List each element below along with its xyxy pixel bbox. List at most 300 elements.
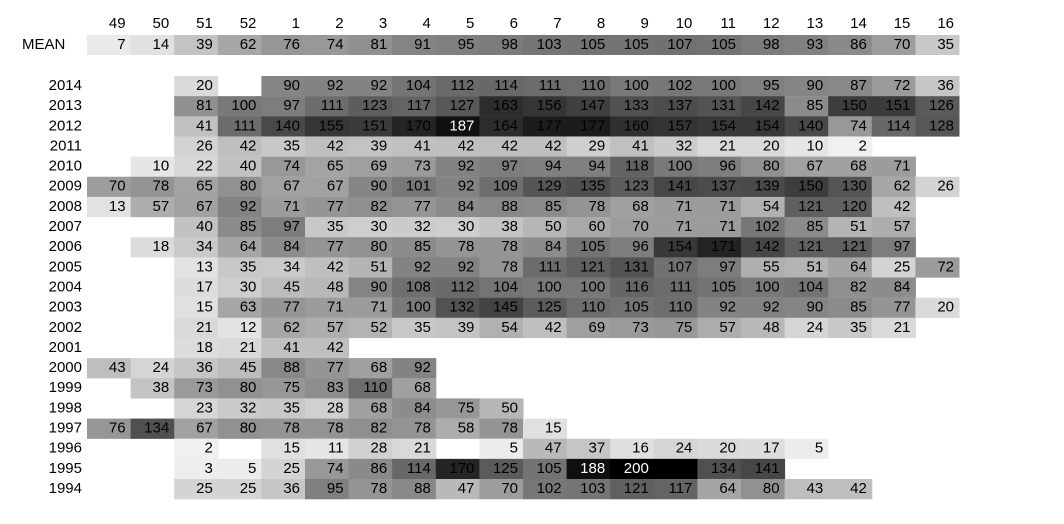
cell-value: 103 <box>580 479 606 497</box>
cell-value: 105 <box>710 278 736 296</box>
cell-value: 67 <box>283 177 300 195</box>
cell-value: 102 <box>536 479 562 497</box>
year-row-label: 2012 <box>48 117 82 135</box>
cell-value: 71 <box>326 298 344 316</box>
cell-value: 97 <box>501 157 518 175</box>
cell-value: 68 <box>414 379 431 397</box>
column-header: 50 <box>152 14 170 32</box>
cell-value: 87 <box>850 76 867 94</box>
cell-value: 163 <box>492 97 518 115</box>
cell-value: 92 <box>239 197 257 215</box>
cell-value: 88 <box>501 197 518 215</box>
cell-value: 2 <box>204 439 213 457</box>
cell-value: 26 <box>937 177 954 195</box>
cell-value: 25 <box>283 459 300 477</box>
cell-value: 62 <box>283 318 300 336</box>
cell-value: 75 <box>283 379 300 397</box>
cell-value: 78 <box>370 479 388 497</box>
cell-value: 95 <box>457 35 475 53</box>
cell-value: 125 <box>536 298 562 316</box>
cell-value: 97 <box>893 238 911 256</box>
cell-value: 25 <box>239 479 257 497</box>
cell-value: 64 <box>719 479 736 497</box>
cell-value: 43 <box>806 479 824 497</box>
year-row-label: 1998 <box>48 399 82 417</box>
cell-value: 70 <box>632 218 649 236</box>
cell-value: 36 <box>196 359 213 377</box>
cell-value: 90 <box>283 76 300 94</box>
cell-value: 141 <box>754 459 780 477</box>
cell-value: 151 <box>885 97 911 115</box>
year-row-label: 2003 <box>48 298 82 316</box>
cell-value: 104 <box>798 278 824 296</box>
cell-value: 105 <box>623 35 649 53</box>
cell-value: 70 <box>108 177 126 195</box>
cell-value: 20 <box>196 76 213 94</box>
year-row-label: 1996 <box>48 439 82 457</box>
cell-value: 42 <box>893 197 911 215</box>
cell-value: 17 <box>762 439 780 457</box>
cell-value: 65 <box>196 177 213 195</box>
year-row-label: 2000 <box>48 359 82 377</box>
cell-value: 85 <box>544 197 562 215</box>
year-row-label: 2013 <box>48 97 82 115</box>
cell-value: 91 <box>414 35 431 53</box>
year-row-label: 2007 <box>48 218 82 236</box>
cell-value: 110 <box>668 298 693 316</box>
year-row-label: 2002 <box>48 318 82 336</box>
cell-value: 111 <box>669 278 693 296</box>
cell-value: 137 <box>667 97 693 115</box>
cell-value: 71 <box>719 197 736 215</box>
cell-value: 188 <box>580 459 606 477</box>
cell-value: 77 <box>326 359 344 377</box>
cell-value: 20 <box>762 137 780 155</box>
cell-value: 177 <box>580 117 606 135</box>
cell-value: 32 <box>675 137 693 155</box>
cell-value: 85 <box>806 218 824 236</box>
cell-value: 155 <box>318 117 344 135</box>
cell-value: 142 <box>754 97 780 115</box>
cell-value: 112 <box>450 76 475 94</box>
cell-value: 132 <box>449 298 475 316</box>
cell-value: 32 <box>239 399 257 417</box>
cell-value: 133 <box>623 97 649 115</box>
cell-value: 134 <box>144 419 170 437</box>
cell-value: 88 <box>414 479 431 497</box>
cell-value: 5 <box>248 459 257 477</box>
cell-value: 116 <box>624 278 649 296</box>
column-header: 4 <box>422 14 431 32</box>
column-header: 14 <box>850 14 867 32</box>
cell-value: 142 <box>754 238 780 256</box>
cell-value: 81 <box>370 35 388 53</box>
cell-value: 42 <box>544 137 562 155</box>
cell-value: 118 <box>624 157 649 175</box>
cell-value: 70 <box>501 479 518 497</box>
cell-value: 21 <box>414 439 431 457</box>
cell-value: 34 <box>196 238 213 256</box>
cell-value: 51 <box>806 258 824 276</box>
cell-value: 92 <box>414 258 431 276</box>
cell-value: 68 <box>850 157 867 175</box>
cell-value: 80 <box>239 419 257 437</box>
cell-value: 84 <box>283 238 300 256</box>
cell-value: 24 <box>675 439 693 457</box>
cell-value: 187 <box>449 117 475 135</box>
cell-value: 100 <box>580 278 606 296</box>
cell-value: 45 <box>239 359 257 377</box>
cell-value: 90 <box>806 298 824 316</box>
cell-value: 86 <box>850 35 867 53</box>
cell-value: 92 <box>762 298 780 316</box>
cell-value: 105 <box>580 35 606 53</box>
cell-value: 42 <box>326 338 344 356</box>
cell-value: 114 <box>494 76 518 94</box>
cell-value: 81 <box>196 97 213 115</box>
cell-value: 109 <box>492 177 518 195</box>
cell-value: 16 <box>632 439 649 457</box>
cell-value: 43 <box>108 359 126 377</box>
cell-value: 78 <box>588 197 606 215</box>
cell-value: 24 <box>806 318 824 336</box>
cell-value: 100 <box>231 97 257 115</box>
cell-value: 83 <box>326 379 344 397</box>
cell-value: 68 <box>632 197 649 215</box>
cell-value: 131 <box>710 97 736 115</box>
cell-value: 78 <box>152 177 170 195</box>
cell-value: 100 <box>754 278 780 296</box>
cell-value: 3 <box>204 459 213 477</box>
column-header: 10 <box>675 14 693 32</box>
cell-value: 18 <box>196 338 213 356</box>
cell-value: 84 <box>893 278 911 296</box>
cell-value: 154 <box>667 238 693 256</box>
column-header: 1 <box>291 14 300 32</box>
cell-value: 58 <box>457 419 475 437</box>
year-row-label: 1999 <box>48 379 82 397</box>
cell-value: 154 <box>710 117 736 135</box>
column-header: 15 <box>893 14 911 32</box>
cell-value: 134 <box>710 459 736 477</box>
cell-value: 71 <box>675 197 693 215</box>
cell-value: 40 <box>196 218 213 236</box>
cell-value: 74 <box>283 157 300 175</box>
cell-value: 92 <box>457 157 475 175</box>
cell-value: 171 <box>710 238 736 256</box>
mean-row-label: MEAN <box>22 35 66 53</box>
cell-value: 47 <box>544 439 562 457</box>
cell-value: 13 <box>196 258 213 276</box>
cell-value: 77 <box>414 197 431 215</box>
cell-value: 67 <box>806 157 824 175</box>
cell-value: 5 <box>814 439 824 457</box>
cell-value: 98 <box>501 35 518 53</box>
year-row-label: 2009 <box>48 177 82 195</box>
cell-value: 51 <box>370 258 388 276</box>
cell-value: 90 <box>370 177 388 195</box>
cell-value: 130 <box>841 177 867 195</box>
cell-value: 62 <box>239 35 257 53</box>
cell-value: 35 <box>326 218 344 236</box>
cell-value: 104 <box>405 76 431 94</box>
cell-value: 156 <box>536 97 562 115</box>
cell-value: 96 <box>719 157 736 175</box>
cell-value: 76 <box>283 35 300 53</box>
cell-value: 78 <box>501 419 518 437</box>
cell-value: 78 <box>414 419 431 437</box>
cell-value: 50 <box>544 218 562 236</box>
cell-value: 29 <box>588 137 606 155</box>
cell-value: 57 <box>326 318 344 336</box>
cell-value: 35 <box>239 258 257 276</box>
column-header: 16 <box>937 14 954 32</box>
cell-value: 14 <box>152 35 170 53</box>
cell-value: 39 <box>457 318 475 336</box>
cell-value: 34 <box>283 258 300 276</box>
cell-value: 95 <box>326 479 344 497</box>
column-header: 11 <box>720 14 736 32</box>
cell-value: 52 <box>370 318 388 336</box>
cell-value: 135 <box>580 177 606 195</box>
cell-value: 177 <box>536 117 562 135</box>
cell-value: 82 <box>370 197 388 215</box>
cell-value: 36 <box>283 479 300 497</box>
column-header: 9 <box>640 14 649 32</box>
cell-value: 78 <box>501 258 518 276</box>
cell-value: 71 <box>893 157 911 175</box>
cell-value: 12 <box>239 318 257 336</box>
cell-value: 94 <box>588 157 606 175</box>
cell-value: 145 <box>492 298 518 316</box>
cell-value: 111 <box>538 76 562 94</box>
cell-value: 67 <box>196 197 213 215</box>
cell-value: 94 <box>544 157 562 175</box>
cell-value: 92 <box>719 298 736 316</box>
cell-value: 80 <box>762 157 780 175</box>
cell-value: 21 <box>719 137 736 155</box>
cell-value: 76 <box>108 419 126 437</box>
cell-value: 96 <box>632 238 649 256</box>
cell-value: 85 <box>414 238 431 256</box>
cell-value: 95 <box>762 76 780 94</box>
cell-value: 82 <box>370 419 388 437</box>
cell-value: 42 <box>544 318 562 336</box>
cell-value: 111 <box>233 117 257 135</box>
cell-value: 101 <box>405 177 431 195</box>
cell-value: 114 <box>406 459 431 477</box>
year-row-label: 2004 <box>48 278 82 296</box>
cell-value: 77 <box>326 197 344 215</box>
cell-value: 84 <box>457 197 475 215</box>
cell-value: 97 <box>719 258 736 276</box>
cell-value: 75 <box>675 318 693 336</box>
cell-value: 170 <box>405 117 431 135</box>
cell-value: 105 <box>536 459 562 477</box>
cell-value: 80 <box>239 177 257 195</box>
cell-value: 42 <box>501 137 518 155</box>
cell-value: 97 <box>283 97 300 115</box>
cell-value: 140 <box>274 117 300 135</box>
cell-value: 127 <box>449 97 475 115</box>
cell-value: 131 <box>623 258 649 276</box>
cell-value: 7 <box>117 35 126 53</box>
cell-value: 74 <box>326 35 344 53</box>
cell-value: 57 <box>152 197 170 215</box>
cell-value: 100 <box>623 76 649 94</box>
cell-value: 139 <box>754 177 780 195</box>
cell-value: 160 <box>623 117 649 135</box>
cell-value: 80 <box>370 238 388 256</box>
cell-value: 39 <box>196 35 213 53</box>
cell-value: 88 <box>283 359 300 377</box>
cell-value: 100 <box>405 298 431 316</box>
cell-value: 41 <box>196 117 213 135</box>
cell-value: 64 <box>850 258 867 276</box>
column-header: 7 <box>553 14 562 32</box>
cell-value: 42 <box>326 258 344 276</box>
cell-value: 41 <box>414 137 431 155</box>
cell-value: 77 <box>283 298 300 316</box>
cell-value: 35 <box>283 399 300 417</box>
cell-value: 114 <box>886 117 911 135</box>
cell-value: 121 <box>798 197 824 215</box>
cell-value: 107 <box>667 35 693 53</box>
cell-value: 35 <box>283 137 300 155</box>
cell-value: 38 <box>501 218 518 236</box>
cell-value: 110 <box>581 76 606 94</box>
cell-value: 92 <box>370 76 388 94</box>
cell-value: 25 <box>893 258 911 276</box>
cell-value: 64 <box>239 238 257 256</box>
cell-value: 86 <box>370 459 388 477</box>
year-row-label: 2005 <box>48 258 82 276</box>
cell-value: 129 <box>536 177 562 195</box>
cell-value: 10 <box>806 137 824 155</box>
cell-value: 93 <box>806 35 824 53</box>
cell-value: 73 <box>196 379 213 397</box>
year-row-label: 2001 <box>48 338 82 356</box>
cell-value: 100 <box>536 278 562 296</box>
cell-value: 147 <box>580 97 606 115</box>
cell-value: 69 <box>370 157 388 175</box>
cell-value: 150 <box>841 97 867 115</box>
heatmap-cell <box>654 459 698 479</box>
cell-value: 80 <box>762 479 780 497</box>
cell-value: 70 <box>893 35 911 53</box>
cell-value: 41 <box>632 137 649 155</box>
cell-value: 141 <box>667 177 693 195</box>
cell-value: 154 <box>754 117 780 135</box>
cell-value: 24 <box>152 359 170 377</box>
cell-value: 35 <box>850 318 867 336</box>
cell-value: 121 <box>623 479 649 497</box>
cell-value: 84 <box>414 399 431 417</box>
cell-value: 42 <box>326 137 344 155</box>
cell-value: 92 <box>326 76 344 94</box>
cell-value: 120 <box>841 197 867 215</box>
cell-value: 151 <box>362 117 388 135</box>
cell-value: 74 <box>326 459 344 477</box>
cell-value: 200 <box>623 459 649 477</box>
cell-value: 30 <box>457 218 475 236</box>
cell-value: 41 <box>283 338 300 356</box>
cell-value: 45 <box>283 278 300 296</box>
cell-value: 74 <box>850 117 867 135</box>
cell-value: 30 <box>239 278 257 296</box>
cell-value: 28 <box>370 439 388 457</box>
cell-value: 125 <box>492 459 518 477</box>
cell-value: 105 <box>623 298 649 316</box>
cell-value: 84 <box>544 238 562 256</box>
cell-value: 121 <box>798 238 824 256</box>
cell-value: 73 <box>414 157 431 175</box>
cell-value: 21 <box>239 338 257 356</box>
cell-value: 47 <box>457 479 475 497</box>
cell-value: 48 <box>762 318 780 336</box>
cell-value: 105 <box>710 35 736 53</box>
cell-value: 117 <box>406 97 431 115</box>
cell-value: 20 <box>719 439 736 457</box>
cell-value: 102 <box>754 218 780 236</box>
cell-value: 18 <box>152 238 170 256</box>
cell-value: 63 <box>239 298 257 316</box>
cell-value: 71 <box>675 218 693 236</box>
cell-value: 121 <box>580 258 606 276</box>
cell-value: 22 <box>196 157 213 175</box>
cell-value: 140 <box>798 117 824 135</box>
cell-value: 78 <box>457 238 475 256</box>
cell-value: 117 <box>668 479 693 497</box>
cell-value: 40 <box>239 157 257 175</box>
cell-value: 126 <box>928 97 954 115</box>
cell-value: 123 <box>362 97 388 115</box>
cell-value: 98 <box>762 35 780 53</box>
cell-value: 69 <box>588 318 606 336</box>
cell-value: 85 <box>806 97 824 115</box>
cell-value: 5 <box>509 439 518 457</box>
cell-value: 108 <box>405 278 431 296</box>
column-header: 51 <box>196 14 213 32</box>
column-header: 5 <box>466 14 475 32</box>
cell-value: 17 <box>196 278 213 296</box>
cell-value: 48 <box>326 278 344 296</box>
cell-value: 39 <box>370 137 388 155</box>
cell-value: 100 <box>667 157 693 175</box>
cell-value: 110 <box>581 298 606 316</box>
cell-value: 54 <box>762 197 780 215</box>
cell-value: 92 <box>414 359 431 377</box>
cell-value: 107 <box>667 258 693 276</box>
cell-value: 82 <box>850 278 867 296</box>
cell-value: 21 <box>196 318 213 336</box>
cell-value: 128 <box>928 117 954 135</box>
cell-value: 71 <box>370 298 388 316</box>
cell-value: 21 <box>893 318 911 336</box>
cell-value: 15 <box>283 439 300 457</box>
year-row-label: 2011 <box>49 137 82 155</box>
cell-value: 10 <box>152 157 170 175</box>
cell-value: 72 <box>893 76 911 94</box>
cell-value: 103 <box>536 35 562 53</box>
cell-value: 57 <box>893 218 911 236</box>
cell-value: 51 <box>850 218 867 236</box>
cell-value: 100 <box>710 76 736 94</box>
column-header: 13 <box>806 14 824 32</box>
cell-value: 75 <box>457 399 475 417</box>
year-row-label: 1995 <box>48 459 82 477</box>
column-header: 6 <box>509 14 518 32</box>
